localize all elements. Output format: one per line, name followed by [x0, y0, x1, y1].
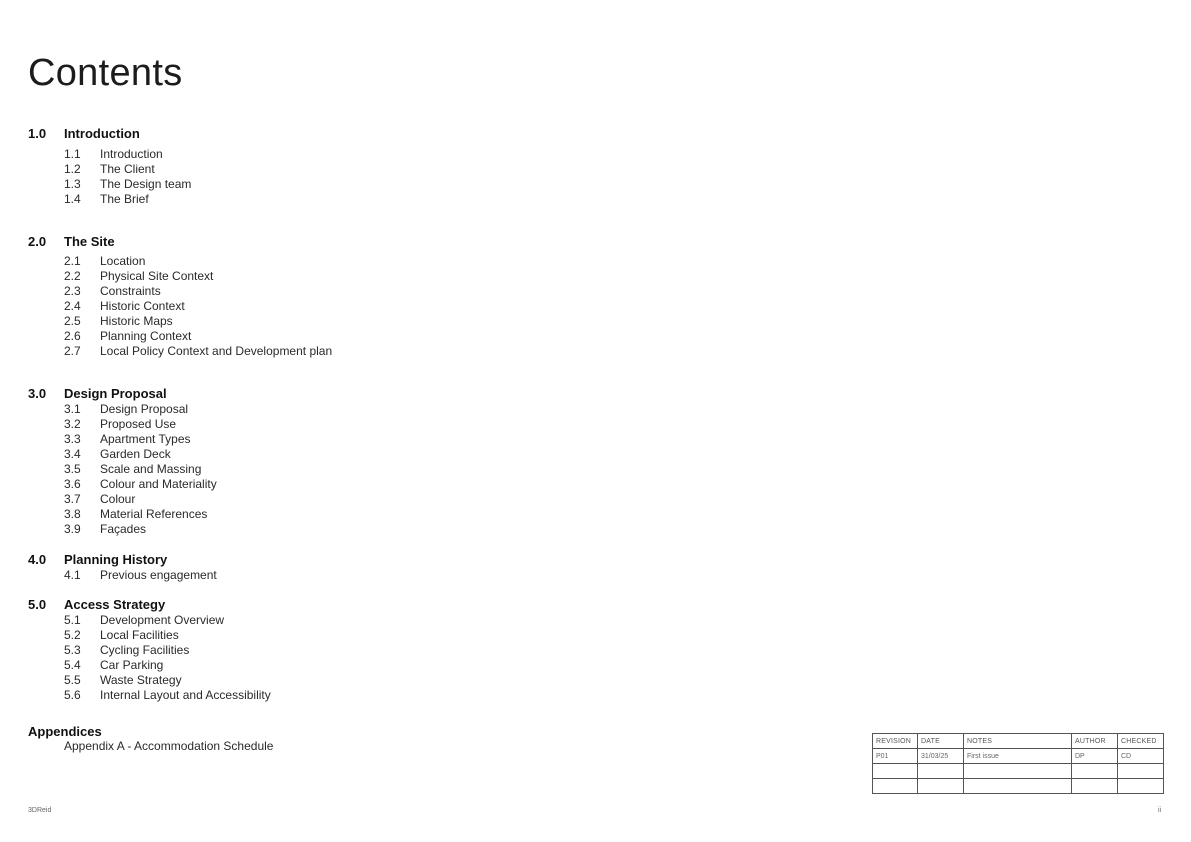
- entry-number: 2.4: [64, 299, 81, 313]
- entry-label: Internal Layout and Accessibility: [100, 688, 271, 702]
- entry-number: 3.2: [64, 417, 81, 431]
- page-title: Contents: [28, 52, 183, 94]
- section-title: Access Strategy: [64, 597, 166, 612]
- cell-notes: [964, 764, 1072, 779]
- cell-checked: [1118, 764, 1164, 779]
- section-number: 5.0: [28, 597, 47, 612]
- entry-number: 5.3: [64, 643, 81, 657]
- entry-label: Material References: [100, 507, 208, 521]
- revision-table-header: [873, 734, 1164, 749]
- entry-label: Façades: [100, 522, 147, 536]
- entry-label: Cycling Facilities: [100, 643, 190, 657]
- cell-date: [918, 764, 964, 779]
- cell-revision: [873, 764, 918, 779]
- entry-label: Introduction: [100, 147, 163, 161]
- cell-revision: [873, 779, 918, 794]
- appendices-heading[interactable]: Appendices: [28, 724, 102, 739]
- table-row: [873, 764, 1164, 779]
- cell-author: [1072, 779, 1118, 794]
- entry-label: Local Policy Context and Development plan: [100, 344, 333, 358]
- entry-number: 5.5: [64, 673, 81, 687]
- section-number: 3.0: [28, 386, 47, 401]
- entry-label: Physical Site Context: [100, 269, 214, 283]
- table-row: [873, 749, 1164, 764]
- header-revision: REVISION: [873, 734, 918, 749]
- entry-number: 1.1: [64, 147, 81, 161]
- footer-page-number: ii: [1158, 807, 1162, 814]
- entry-label: The Design team: [100, 177, 192, 191]
- cell-author: [1072, 764, 1118, 779]
- entry-number: 2.5: [64, 314, 81, 328]
- entry-label: The Brief: [100, 192, 149, 206]
- footer-company-name: 3DReid: [28, 807, 52, 814]
- revision-table: [872, 733, 1164, 794]
- header-notes: NOTES: [964, 734, 1072, 749]
- header-author: AUTHOR: [1072, 734, 1118, 749]
- header-date: DATE: [918, 734, 964, 749]
- entry-label: Proposed Use: [100, 417, 177, 431]
- entry-label: Colour: [100, 492, 136, 506]
- section-title: The Site: [64, 234, 115, 249]
- entry-label: Constraints: [100, 284, 161, 298]
- header-checked: CHECKED: [1118, 734, 1164, 749]
- section-title: Introduction: [64, 126, 140, 141]
- entry-label: Scale and Massing: [100, 462, 202, 476]
- entry-label: Location: [100, 254, 146, 268]
- cell-checked: [1118, 779, 1164, 794]
- entry-label: Previous engagement: [100, 568, 217, 582]
- entry-number: 3.7: [64, 492, 81, 506]
- entry-label: Apartment Types: [100, 432, 191, 446]
- cell-revision: P01: [873, 749, 918, 764]
- entry-label: Garden Deck: [100, 447, 171, 461]
- entry-number: 2.7: [64, 344, 81, 358]
- entry-label: The Client: [100, 162, 155, 176]
- entry-number: 5.4: [64, 658, 81, 672]
- entry-label: Historic Context: [100, 299, 185, 313]
- entry-label: Historic Maps: [100, 314, 173, 328]
- entry-number: 2.3: [64, 284, 81, 298]
- section-title: Planning History: [64, 552, 168, 567]
- cell-notes: [964, 779, 1072, 794]
- entry-label: Car Parking: [100, 658, 164, 672]
- section-title: Design Proposal: [64, 386, 167, 401]
- entry-number: 5.6: [64, 688, 81, 702]
- entry-number: 3.4: [64, 447, 81, 461]
- entry-number: 1.2: [64, 162, 81, 176]
- entry-number: 2.6: [64, 329, 81, 343]
- entry-label: Development Overview: [100, 613, 225, 627]
- entry-number: 1.3: [64, 177, 81, 191]
- cell-notes: First issue: [964, 749, 1072, 764]
- entry-number: 3.6: [64, 477, 81, 491]
- section-number: 4.0: [28, 552, 47, 567]
- cell-date: [918, 779, 964, 794]
- section-number: 1.0: [28, 126, 47, 141]
- table-row: [873, 779, 1164, 794]
- entry-number: 3.9: [64, 522, 81, 536]
- entry-number: 1.4: [64, 192, 81, 206]
- entry-number: 5.1: [64, 613, 81, 627]
- entry-number: 3.3: [64, 432, 81, 446]
- entry-number: 5.2: [64, 628, 81, 642]
- cell-author: DP: [1072, 749, 1118, 764]
- entry-number: 3.1: [64, 402, 81, 416]
- cell-checked: CD: [1118, 749, 1164, 764]
- entry-label: Colour and Materiality: [100, 477, 217, 491]
- entry-label: Planning Context: [100, 329, 192, 343]
- entry-number: 3.5: [64, 462, 81, 476]
- entry-number: 2.2: [64, 269, 81, 283]
- cell-date: 31/03/25: [918, 749, 964, 764]
- entry-number: 4.1: [64, 568, 81, 582]
- entry-number: 3.8: [64, 507, 81, 521]
- entry-label: Waste Strategy: [100, 673, 182, 687]
- section-number: 2.0: [28, 234, 47, 249]
- entry-label: Local Facilities: [100, 628, 179, 642]
- entry-number: 2.1: [64, 254, 81, 268]
- entry-label: Design Proposal: [100, 402, 189, 416]
- appendix-entry[interactable]: Appendix A - Accommodation Schedule: [64, 739, 274, 753]
